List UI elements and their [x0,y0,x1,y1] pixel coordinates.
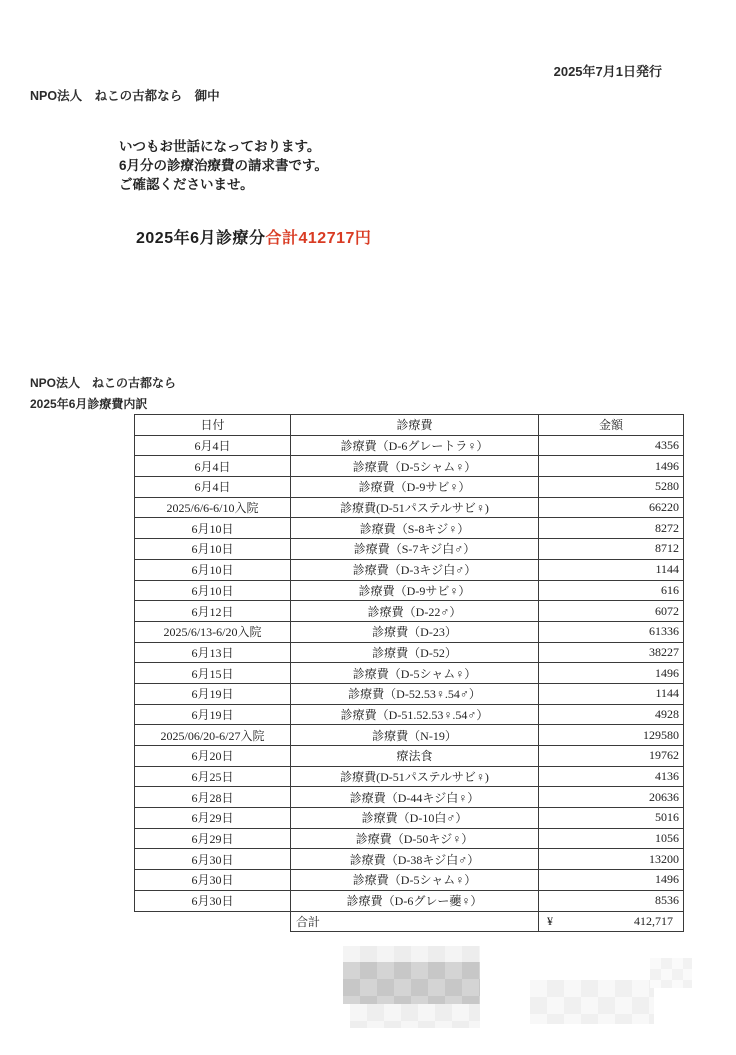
row-amount: 38227 [539,642,684,663]
total-amount-cell [539,911,684,932]
row-item: 診療費（D-51.52.53♀.54♂） [291,704,539,725]
row-amount: 6072 [539,601,684,622]
header-date: 日付 [135,415,291,436]
table-row [135,704,684,725]
row-item: 診療費（D-5シャム♀） [291,870,539,891]
breakdown-title: 2025年6月診療費内訳 [30,397,148,411]
table-row [135,580,684,601]
row-amount: 1056 [539,828,684,849]
row-amount: 20636 [539,787,684,808]
table-row [135,787,684,808]
row-date: 6月19日 [135,704,291,725]
table-row [135,870,684,891]
row-amount: 1496 [539,663,684,684]
row-amount: 8536 [539,890,684,911]
row-date: 6月19日 [135,683,291,704]
greeting-line-2: 6月分の診療治療費の請求書です。 [119,158,328,173]
row-date: 6月4日 [135,477,291,498]
row-amount: 4136 [539,766,684,787]
row-date: 6月30日 [135,849,291,870]
table-row [135,518,684,539]
row-date: 6月10日 [135,559,291,580]
row-item: 診療費（D-22♂） [291,601,539,622]
row-date: 6月15日 [135,663,291,684]
redacted-mosaic-bottom [350,1004,480,1028]
table-row [135,497,684,518]
row-item: 診療費（D-6グレー虁♀） [291,890,539,911]
total-label: 合計 [291,911,539,932]
redacted-mosaic-top [343,946,480,962]
row-item: 診療費（D-52） [291,642,539,663]
row-date: 6月10日 [135,539,291,560]
row-item: 診療費（D-23） [291,621,539,642]
row-amount: 1144 [539,559,684,580]
monthly-total-amount-red: 合計412717円 [265,230,372,247]
table-row [135,766,684,787]
header-amount: 金額 [539,415,684,436]
row-amount: 19762 [539,746,684,767]
total-row-empty-cell [135,911,291,932]
row-date: 6月12日 [135,601,291,622]
table-row [135,828,684,849]
yen-symbol: ¥ [547,913,553,928]
row-item: 診療費(D-51パステルサビ♀) [291,497,539,518]
row-item: 診療費（D-50キジ♀） [291,828,539,849]
table-row [135,890,684,911]
row-date: 6月29日 [135,828,291,849]
greeting-block [119,137,328,194]
table-row [135,746,684,767]
recipient-line: NPO法人 ねこの古都なら 御中 [30,89,220,103]
row-item: 診療費（D-9サビ♀） [291,477,539,498]
row-item: 診療費（D-5シャム♀） [291,456,539,477]
row-item: 診療費（D-3キジ白♂） [291,559,539,580]
row-date: 6月13日 [135,642,291,663]
row-date: 6月28日 [135,787,291,808]
table-row [135,663,684,684]
total-amount-value: 412,717 [634,913,673,928]
row-item: 診療費（D-5シャム♀） [291,663,539,684]
row-amount: 1144 [539,683,684,704]
redacted-mosaic-light [530,980,654,1024]
row-date: 6月4日 [135,435,291,456]
table-header-row [135,415,684,436]
table-row [135,435,684,456]
redacted-mosaic-right [650,958,692,988]
row-amount: 5280 [539,477,684,498]
row-amount: 129580 [539,725,684,746]
row-amount: 1496 [539,870,684,891]
row-amount: 4928 [539,704,684,725]
row-item: 診療費（D-10白♂） [291,808,539,829]
row-date: 2025/6/6-6/10入院 [135,497,291,518]
header-item: 診療費 [291,415,539,436]
row-item: 診療費（S-7キジ白♂） [291,539,539,560]
row-date: 2025/6/13-6/20入院 [135,621,291,642]
org-name: NPO法人 ねこの古都なら [30,376,177,390]
monthly-total-prefix: 2025年6月診療分 [136,230,266,247]
table-row [135,849,684,870]
row-amount: 61336 [539,621,684,642]
row-item: 診療費（D-6グレートラ♀） [291,435,539,456]
table-total-row [135,911,684,932]
row-item: 療法食 [291,746,539,767]
row-date: 6月4日 [135,456,291,477]
table-row [135,621,684,642]
row-amount: 4356 [539,435,684,456]
row-amount: 66220 [539,497,684,518]
billing-table-container [134,414,684,932]
table-row [135,601,684,622]
table-row [135,808,684,829]
row-amount: 8272 [539,518,684,539]
table-row [135,539,684,560]
greeting-line-3: ご確認くださいませ。 [119,177,254,192]
table-row [135,683,684,704]
row-date: 2025/06/20-6/27入院 [135,725,291,746]
table-row [135,642,684,663]
table-row [135,559,684,580]
issue-date: 2025年7月1日発行 [553,64,662,79]
row-item: 診療費(D-51パステルサビ♀) [291,766,539,787]
row-date: 6月20日 [135,746,291,767]
monthly-total-line [136,225,371,248]
redacted-mosaic-dark [343,962,480,1004]
row-item: 診療費（N-19） [291,725,539,746]
row-item: 診療費（D-44キジ白♀） [291,787,539,808]
billing-table [134,414,684,932]
row-date: 6月10日 [135,580,291,601]
row-item: 診療費（D-52.53♀.54♂） [291,683,539,704]
row-date: 6月30日 [135,870,291,891]
row-amount: 8712 [539,539,684,560]
table-row [135,477,684,498]
row-amount: 13200 [539,849,684,870]
row-item: 診療費（D-9サビ♀） [291,580,539,601]
row-item: 診療費（D-38キジ白♂） [291,849,539,870]
row-amount: 5016 [539,808,684,829]
row-amount: 1496 [539,456,684,477]
row-date: 6月29日 [135,808,291,829]
row-date: 6月30日 [135,890,291,911]
row-date: 6月25日 [135,766,291,787]
table-row [135,456,684,477]
row-amount: 616 [539,580,684,601]
row-item: 診療費（S-8キジ♀） [291,518,539,539]
row-date: 6月10日 [135,518,291,539]
greeting-line-1: いつもお世話になっております。 [119,139,321,154]
table-row [135,725,684,746]
